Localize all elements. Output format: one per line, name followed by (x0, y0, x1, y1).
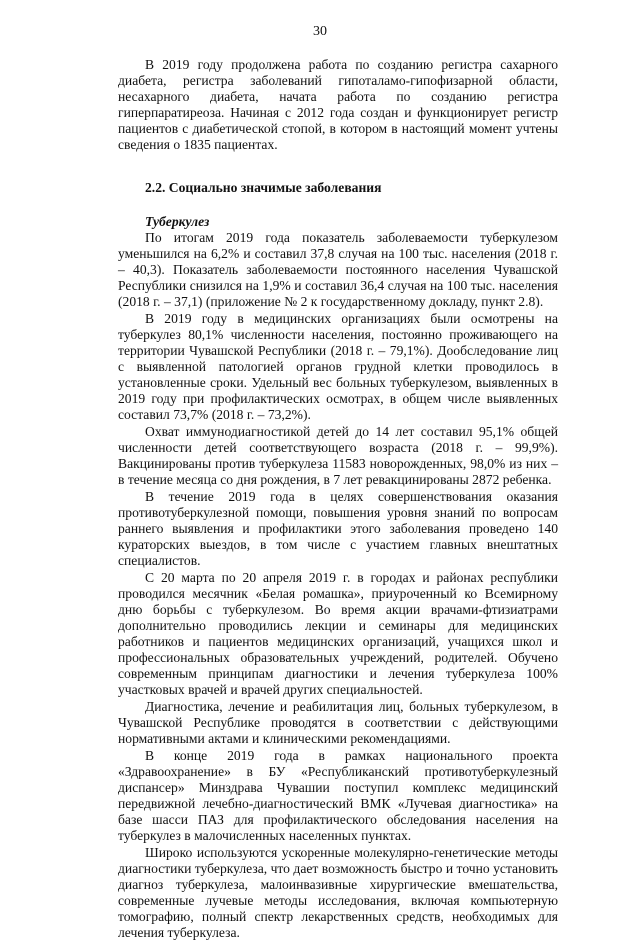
page-number: 30 (313, 24, 327, 39)
paragraph: По итогам 2019 года показатель заболеваемости туберкулезом уменьшился на 6,2% и составил 37,8 случая на 100 тыс. населения (2018 г. – 40,3). Показатель заболеваемости постоянного населения Чувашской Республики снизился на 1,9% и составил 36,4 случая на 100 тыс. населения (2018 г. – 37,1) (приложение № 2 к государственному докладу, пункт 2.8). (118, 229, 558, 310)
page-content (118, 57, 558, 941)
paragraph: В течение 2019 года в целях совершенствования оказания противотуберкулезной помощи, повышения уровня знаний по вопросам раннего выявления и профилактики этого заболевания проведено 140 кураторских выездов, в том числе с участием главных внештатных специалистов. (118, 488, 558, 569)
paragraph: Широко используются ускоренные молекулярно-генетические методы диагностики туберкулеза, что дает возможность быстро и точно установить диагноз туберкулеза, малоинвазивные хирургические вмешательства, современные лучевые методы исследования, включая компьютерную томографию, полный спектр лекарственных средств, необходимых для лечения туберкулеза. (118, 844, 558, 941)
paragraph: В 2019 году в медицинских организациях были осмотрены на туберкулез 80,1% численности населения, постоянно проживающего на территории Чувашской Республики (2018 г. – 79,1%). Дообследование лиц с выявленной патологией органов грудной клетки проводилось в установленные сроки. Удельный вес больных туберкулезом, выявленных в 2019 году при профилактических осмотрах, в общем числе выявленных составил 73,7% (2018 г. – 73,2%). (118, 310, 558, 423)
subsection-title: Туберкулез (145, 213, 210, 229)
paragraph: С 20 марта по 20 апреля 2019 г. в городах и районах республики проводился месячник «Белая ромашка», приуроченный ко Всемирному дню борьбы с туберкулезом. Во время акции врачами-фтизиатрами дополнительно проводились лекции и семинары для медицинских работников и пациентов медицинских организаций, учащихся школ и профессиональных образовательных учреждений, родителей. Обучено современным принципам диагностики и лечения туберкулеза 100% участковых врачей и врачей других специальностей. (118, 569, 558, 698)
section-heading: 2.2. Социально значимые заболевания (145, 179, 382, 195)
paragraph: Охват иммунодиагностикой детей до 14 лет составил 95,1% общей численности детей соответствующего возраста (2018 г. – 99,9%). Вакцинированы против туберкулеза 11583 новорожденных, 98,0% из них – в течение месяца со дня рождения, в 7 лет ревакцинированы 2872 ребенка. (118, 423, 558, 488)
paragraph: Диагностика, лечение и реабилитация лиц, больных туберкулезом, в Чувашской Республике проводятся в соответствии с действующими нормативными актами и клиническими рекомендациями. (118, 698, 558, 747)
intro-paragraph: В 2019 году продолжена работа по созданию регистра сахарного диабета, регистра заболеваний гипоталамо-гипофизарной области, несахарного диабета, начата работа по созданию регистра гиперпаратиреоза. Начиная с 2012 года создан и функционирует регистр пациентов с диабетической стопой, в котором в настоящий момент учтены сведения о 1835 пациентах. (118, 57, 558, 153)
paragraph: В конце 2019 года в рамках национального проекта «Здравоохранение» в БУ «Республиканский противотуберкулезный диспансер» Минздрава Чувашии поступил комплекс медицинский передвижной лечебно-диагностический ВМК «Лучевая диагностика» на базе шасси ПАЗ для профилактического обследования населения на туберкулез в малочисленных населенных пунктах. (118, 747, 558, 844)
